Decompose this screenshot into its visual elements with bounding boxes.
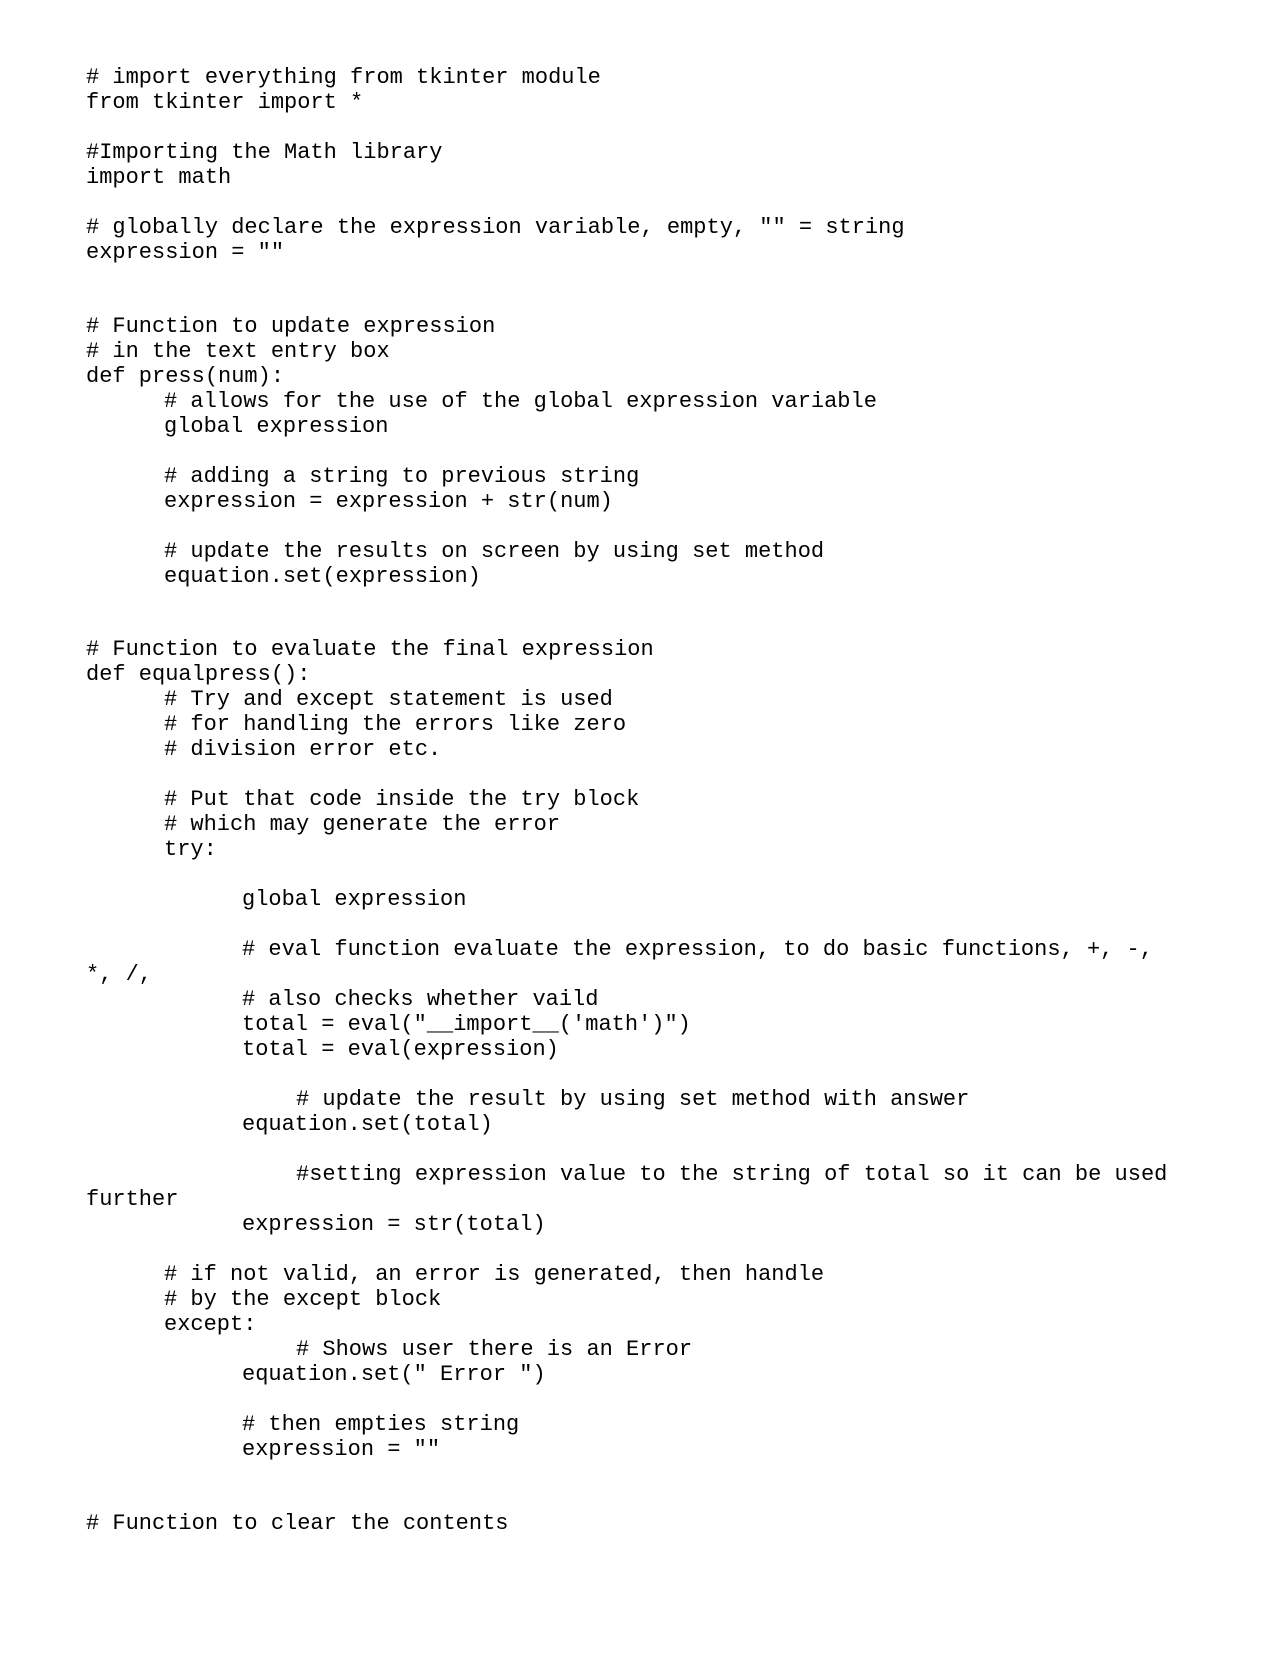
code-line: # globally declare the expression variable, empty, "" = string bbox=[86, 215, 905, 240]
code-line: equation.set(" Error ") bbox=[242, 1362, 546, 1387]
code-line: # update the result by using set method with answer bbox=[296, 1087, 970, 1112]
code-line: from tkinter import * bbox=[86, 90, 364, 115]
code-line: #setting expression value to the string of total so it can be used bbox=[296, 1162, 1168, 1187]
code-line: total = eval(expression) bbox=[242, 1037, 559, 1062]
code-line: # in the text entry box bbox=[86, 339, 390, 364]
code-line: expression = str(total) bbox=[242, 1212, 546, 1237]
code-line: import math bbox=[86, 165, 232, 190]
code-line: # Function to clear the contents bbox=[86, 1511, 509, 1536]
code-line: expression = expression + str(num) bbox=[164, 489, 613, 514]
code-line: except: bbox=[164, 1312, 257, 1337]
code-line: # adding a string to previous string bbox=[164, 464, 640, 489]
code-line: equation.set(total) bbox=[242, 1112, 493, 1137]
code-line: *, /, bbox=[86, 962, 153, 987]
code-line: global expression bbox=[164, 414, 389, 439]
code-line: # Shows user there is an Error bbox=[296, 1337, 693, 1362]
code-line: # Function to evaluate the final expression bbox=[86, 637, 654, 662]
code-line: # if not valid, an error is generated, then handle bbox=[164, 1262, 825, 1287]
code-line: equation.set(expression) bbox=[164, 564, 481, 589]
code-line: further bbox=[86, 1187, 179, 1212]
code-line: # import everything from tkinter module bbox=[86, 65, 601, 90]
code-line: # which may generate the error bbox=[164, 812, 561, 837]
code-line: # Put that code inside the try block bbox=[164, 787, 640, 812]
code-line: # eval function evaluate the expression, to do basic functions, +, -, bbox=[242, 937, 1153, 962]
code-line: total = eval("__import__('math')") bbox=[242, 1012, 691, 1037]
code-line: # then empties string bbox=[242, 1412, 520, 1437]
code-line: # Function to update expression bbox=[86, 314, 496, 339]
code-line: #Importing the Math library bbox=[86, 140, 443, 165]
code-line: # also checks whether vaild bbox=[242, 987, 599, 1012]
code-line: # update the results on screen by using set method bbox=[164, 539, 825, 564]
code-line: def equalpress(): bbox=[86, 662, 311, 687]
code-line: # allows for the use of the global expression variable bbox=[164, 389, 877, 414]
code-line: # by the except block bbox=[164, 1287, 442, 1312]
code-line: expression = "" bbox=[86, 240, 285, 265]
code-line: try: bbox=[164, 837, 217, 862]
code-line: def press(num): bbox=[86, 364, 285, 389]
code-line: expression = "" bbox=[242, 1437, 441, 1462]
code-line: # division error etc. bbox=[164, 737, 442, 762]
code-line: # for handling the errors like zero bbox=[164, 712, 627, 737]
code-line: # Try and except statement is used bbox=[164, 687, 613, 712]
code-line: global expression bbox=[242, 887, 467, 912]
